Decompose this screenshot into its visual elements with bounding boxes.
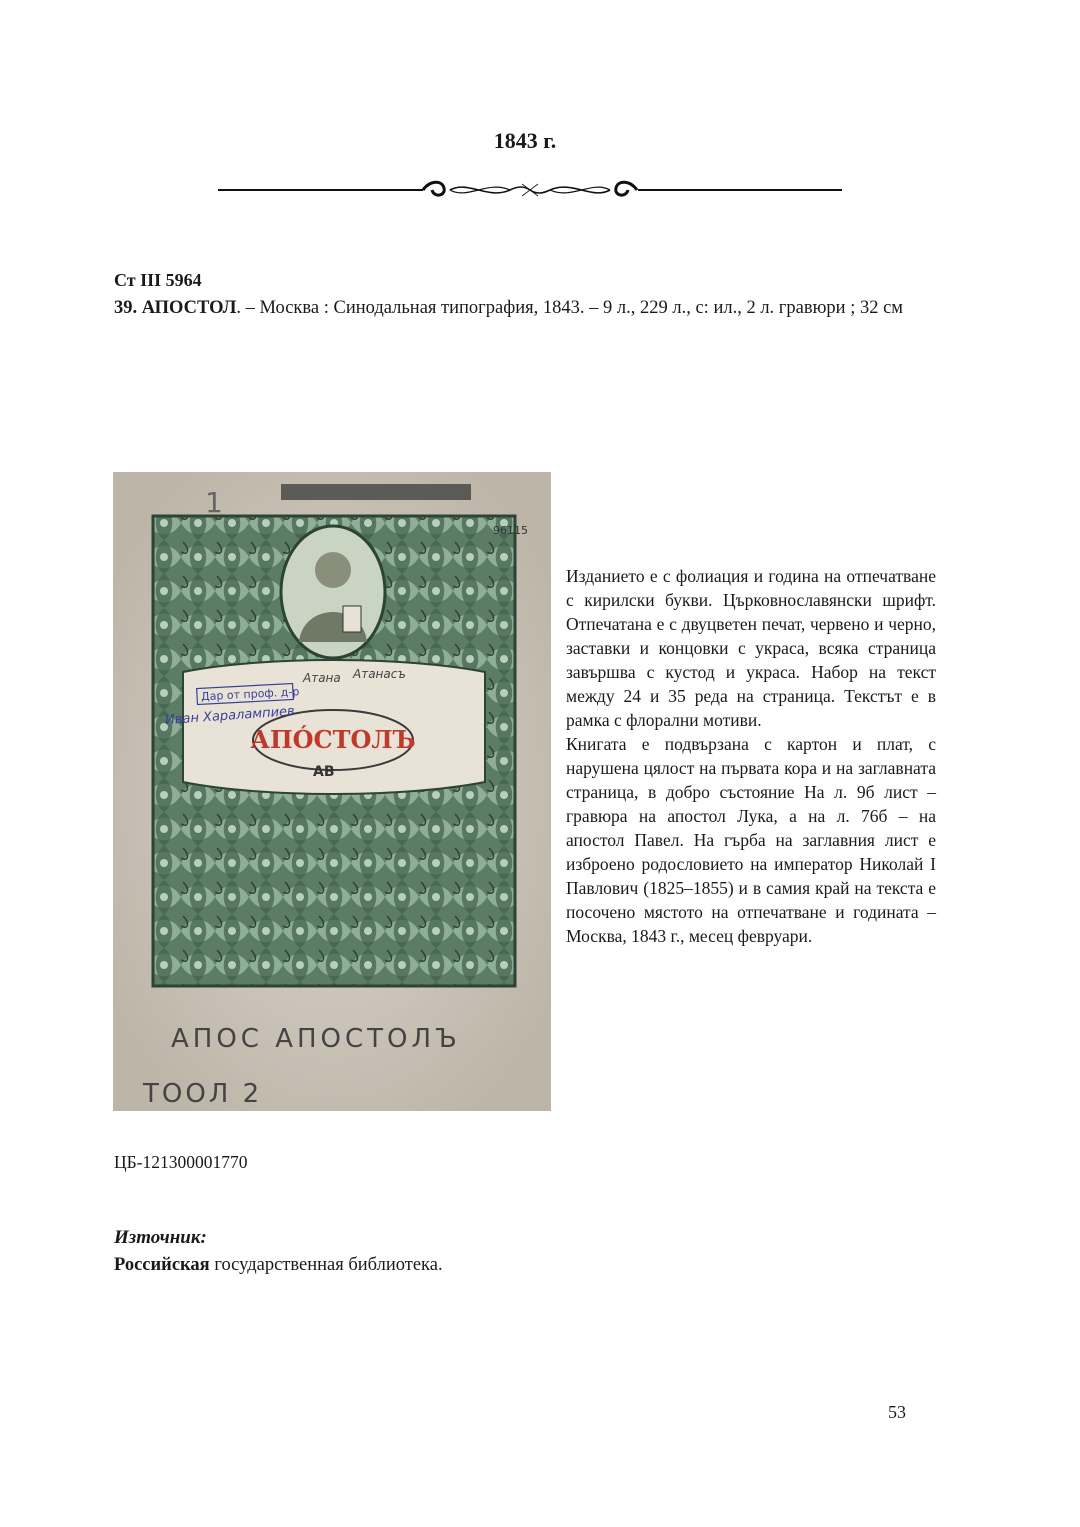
- title-page-illustration: [113, 472, 551, 1111]
- handwriting-top-right: Атанасъ: [353, 667, 406, 681]
- source-label: Източник:: [114, 1227, 207, 1248]
- book-description: [566, 564, 936, 948]
- pencil-number: 1: [205, 486, 223, 519]
- source-text: [114, 1255, 443, 1276]
- bibliographic-entry: [114, 296, 936, 320]
- pencil-scrawl-bottom: АПОС АПОСТОЛЪ: [171, 1024, 461, 1054]
- source-name-rest: государственная библиотека.: [209, 1255, 443, 1275]
- pencil-scrawl-corner: ТООЛ 2: [143, 1079, 263, 1109]
- catalog-note: 96115: [493, 524, 528, 537]
- handwriting-middle: АВ: [313, 764, 335, 780]
- entry-title: 39. АПОСТОЛ: [114, 298, 237, 318]
- shelfmark: Ст III 5964: [114, 270, 202, 290]
- entry-imprint: . – Москва : Синодальная типография, 1843. – 9 л., 229 л., с: ил., 2 л. гравюри ; 32 см: [236, 298, 903, 318]
- page-heading-year: 1843 г.: [493, 128, 557, 153]
- description-paragraph-2: Книгата е подвързана с картон и плат, с нарушена цялост на първата кора и на заглавната страница, в добро състояние На л. 9б лист – гравюра на апостол Лука, а на л. 76б – на апостол Павел. На гърба на заглавния лист е изброено родословието на император Николай I Павлович (1825–1855) и в самия край на текста е посочено мястото на отпечатване и годината – Москва, 1843 г., месец февруари.: [566, 734, 936, 946]
- donor-stamp-line1: Дар от проф. д-р: [200, 685, 300, 704]
- source-name-bold: Российская: [114, 1255, 210, 1275]
- book-title-page-photo: [113, 472, 551, 1111]
- decorative-divider-ornament: [218, 176, 842, 204]
- donor-stamp-line2: Иван Харалампиев: [164, 704, 296, 729]
- handwriting-top-left: Атана: [303, 671, 341, 685]
- catalog-id: ЦБ-121300001770: [114, 1152, 248, 1172]
- page-number: 53: [888, 1402, 906, 1422]
- description-paragraph-1: Изданието е с фолиация и година на отпечатване с кирилски букви. Църковнославянски шрифт. Отпечатана е с двуцветен печат, червено и черно, заставки и концовки с украса, всяка страница завършва с кустод и украса. Набор на текст между 24 и 35 реда на страница. Текстът е в рамка с флорални мотиви.: [566, 566, 936, 730]
- title-plate-text: АПÓСТОЛЪ: [250, 725, 416, 754]
